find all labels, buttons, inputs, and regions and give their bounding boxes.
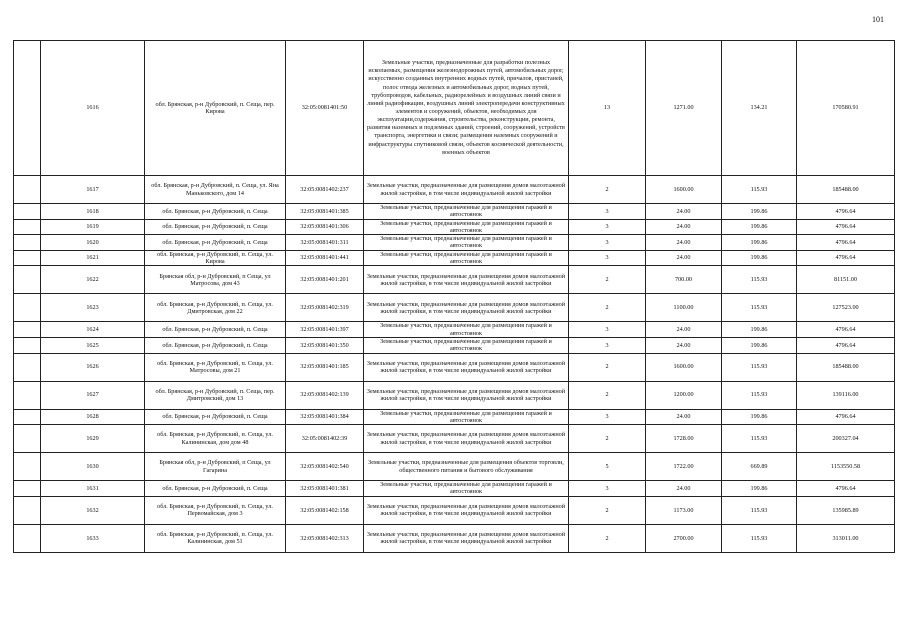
cadastral-value-cell: 135985.89 — [797, 496, 895, 524]
group-cell: 2 — [569, 381, 646, 409]
blank-cell — [14, 481, 41, 497]
land-use-cell: Земельные участки, предназначенные для разработки полезных ископаемых, размещения железнодорожных путей, автомобильных дорог, искусственно созданных внутренних водных путей, причалов, пристаней, полос отвода железных и автомобильных дорог, водных путей, трубопроводов, кабельных, радиорелейных и воздушных линий связи и линий радиофикации, воздушных линий электропередачи конструктивных элементов и сооружений, объектов, необходимых для эксплуатации,содержания, строительства, реконструкции, ремонта, развития наземных и подземных зданий, строений, сооружений, устройств транспорта, энергетики и связи; размещения наземных сооружений и инфраструктуры спутниковой связи, объектов космической деятельности, военных объектов — [364, 41, 569, 176]
land-use-cell: Земельные участки, предназначенные для размещения гаражей и автостоянок — [364, 204, 569, 220]
area-cell: 1200.00 — [646, 381, 722, 409]
row-number-cell: 1621 — [41, 250, 145, 266]
address-cell: обл. Брянская, р-н Дубровский, п. Сеща — [145, 409, 286, 425]
cadastral-value-cell: 4796.64 — [797, 219, 895, 235]
row-number-cell: 1633 — [41, 524, 145, 552]
rate-cell: 199.86 — [722, 481, 797, 497]
group-cell: 2 — [569, 496, 646, 524]
cadastral-number-cell: 32:05:0081402:237 — [286, 176, 364, 204]
row-number-cell: 1626 — [41, 353, 145, 381]
address-cell: обл. Брянская, р-н Дубровский, п. Сеща, ул. Калининская, дом дом 48 — [145, 425, 286, 453]
land-use-cell: Земельные участки, предназначенные для размещения домов малоэтажной жилой застройки, в том числе индивидуальной жилой застройки — [364, 381, 569, 409]
blank-cell — [14, 41, 41, 176]
address-cell: обл. Брянская, р-н Дубровский, п. Сеща, ул. Яна Маньковского, дом 14 — [145, 176, 286, 204]
table-row — [14, 353, 895, 381]
blank-cell — [14, 353, 41, 381]
blank-cell — [14, 204, 41, 220]
row-number-cell: 1624 — [41, 322, 145, 338]
rate-cell: 115.93 — [722, 524, 797, 552]
group-cell: 2 — [569, 353, 646, 381]
cadastral-number-cell: 32:05:0081402:158 — [286, 496, 364, 524]
cadastral-number-cell: 32:05:0081401:397 — [286, 322, 364, 338]
table-row — [14, 496, 895, 524]
group-cell: 3 — [569, 250, 646, 266]
table-row — [14, 425, 895, 453]
cadastral-value-cell: 81151.00 — [797, 266, 895, 294]
land-use-cell: Земельные участки, предназначенные для размещения гаражей и автостоянок — [364, 337, 569, 353]
land-use-cell: Земельные участки, предназначенные для размещения домов малоэтажной жилой застройки, в том числе индивидуальной жилой застройки — [364, 496, 569, 524]
area-cell: 1271.00 — [646, 41, 722, 176]
area-cell: 700.00 — [646, 266, 722, 294]
cadastral-value-cell: 139116.00 — [797, 381, 895, 409]
address-cell: обл. Брянская, р-н Дубровский, п. Сеща — [145, 204, 286, 220]
cadastral-number-cell: 32:05:0081402:319 — [286, 294, 364, 322]
address-cell: обл. Брянская, р-н Дубровский, п. Сеща — [145, 481, 286, 497]
area-cell: 24.00 — [646, 481, 722, 497]
rate-cell: 134.21 — [722, 41, 797, 176]
rate-cell: 115.93 — [722, 496, 797, 524]
address-cell: обл. Брянская, р-н Дубровский, п. Сеща, пер. Дмитровский, дом 13 — [145, 381, 286, 409]
rate-cell: 115.93 — [722, 266, 797, 294]
row-number-cell: 1631 — [41, 481, 145, 497]
blank-cell — [14, 496, 41, 524]
cadastral-number-cell: 32:05:0081401:385 — [286, 204, 364, 220]
rate-cell: 669.89 — [722, 453, 797, 481]
group-cell: 3 — [569, 481, 646, 497]
address-cell: Брянская обл, р-н Дубровский, п Сеща, ул Матросова, дом 43 — [145, 266, 286, 294]
cadastral-value-cell: 185488.00 — [797, 176, 895, 204]
blank-cell — [14, 337, 41, 353]
cadastral-number-cell: 32:05:0081402:313 — [286, 524, 364, 552]
group-cell: 3 — [569, 409, 646, 425]
group-cell: 2 — [569, 266, 646, 294]
cadastral-value-cell: 4796.64 — [797, 250, 895, 266]
cadastral-table — [13, 40, 895, 553]
land-use-cell: Земельные участки, предназначенные для размещения домов малоэтажной жилой застройки, в том числе индивидуальной жилой застройки — [364, 353, 569, 381]
group-cell: 2 — [569, 425, 646, 453]
land-use-cell: Земельные участки, предназначенные для размещения домов малоэтажной жилой застройки, в том числе индивидуальной жилой застройки — [364, 176, 569, 204]
address-cell: обл. Брянская, р-н Дубровский, п. Сеща, ул. Первомайская, дом 3 — [145, 496, 286, 524]
row-number-cell: 1618 — [41, 204, 145, 220]
rate-cell: 199.86 — [722, 219, 797, 235]
area-cell: 1100.00 — [646, 294, 722, 322]
land-use-cell: Земельные участки, предназначенные для размещения гаражей и автостоянок — [364, 481, 569, 497]
cadastral-value-cell: 185488.00 — [797, 353, 895, 381]
cadastral-value-cell: 4796.64 — [797, 409, 895, 425]
land-use-cell: Земельные участки, предназначенные для размещения домов малоэтажной жилой застройки, в том числе индивидуальной жилой застройки — [364, 266, 569, 294]
blank-cell — [14, 322, 41, 338]
cadastral-number-cell: 32:05:0081401:50 — [286, 41, 364, 176]
cadastral-number-cell: 32:05:0081401:384 — [286, 409, 364, 425]
address-cell: обл. Брянская, р-н Дубровский, п. Сеща, ул. Кирова — [145, 250, 286, 266]
table-row — [14, 219, 895, 235]
land-use-cell: Земельные участки, предназначенные для размещения гаражей и автостоянок — [364, 250, 569, 266]
table-row — [14, 235, 895, 251]
group-cell: 2 — [569, 294, 646, 322]
table-row — [14, 481, 895, 497]
blank-cell — [14, 381, 41, 409]
row-number-cell: 1619 — [41, 219, 145, 235]
table-row — [14, 524, 895, 552]
row-number-cell: 1629 — [41, 425, 145, 453]
table-row — [14, 294, 895, 322]
area-cell: 24.00 — [646, 219, 722, 235]
area-cell: 1728.00 — [646, 425, 722, 453]
row-number-cell: 1623 — [41, 294, 145, 322]
group-cell: 3 — [569, 322, 646, 338]
blank-cell — [14, 176, 41, 204]
rate-cell: 199.86 — [722, 204, 797, 220]
group-cell: 13 — [569, 41, 646, 176]
table-row — [14, 204, 895, 220]
group-cell: 3 — [569, 235, 646, 251]
table-body — [14, 41, 895, 553]
row-number-cell: 1627 — [41, 381, 145, 409]
table-row — [14, 250, 895, 266]
area-cell: 24.00 — [646, 250, 722, 266]
group-cell: 2 — [569, 176, 646, 204]
cadastral-value-cell: 127523.00 — [797, 294, 895, 322]
address-cell: Брянская обл, р-н Дубровский, п Сеща, ул Гагарина — [145, 453, 286, 481]
address-cell: обл. Брянская, р-н Дубровский, п. Сеща, ул. Матросовы, дом 21 — [145, 353, 286, 381]
rate-cell: 115.93 — [722, 425, 797, 453]
cadastral-number-cell: 32:05:0081401:441 — [286, 250, 364, 266]
row-number-cell: 1617 — [41, 176, 145, 204]
area-cell: 24.00 — [646, 235, 722, 251]
table-row — [14, 322, 895, 338]
blank-cell — [14, 294, 41, 322]
land-use-cell: Земельные участки, предназначенные для размещения домов малоэтажной жилой застройки, в том числе индивидуальной жилой застройки — [364, 425, 569, 453]
row-number-cell: 1632 — [41, 496, 145, 524]
row-number-cell: 1622 — [41, 266, 145, 294]
address-cell: обл. Брянская, р-н Дубровский, п. Сеща — [145, 235, 286, 251]
address-cell: обл. Брянская, р-н Дубровский, п. Сеща — [145, 219, 286, 235]
cadastral-number-cell: 32:05:0081401:201 — [286, 266, 364, 294]
row-number-cell: 1625 — [41, 337, 145, 353]
blank-cell — [14, 524, 41, 552]
area-cell: 2700.00 — [646, 524, 722, 552]
address-cell: обл. Брянская, р-н Дубровский, п. Сеща — [145, 337, 286, 353]
address-cell: обл. Брянская, р-н Дубровский, п. Сеща, ул. Калининская, дом 51 — [145, 524, 286, 552]
rate-cell: 199.86 — [722, 250, 797, 266]
rate-cell: 115.93 — [722, 381, 797, 409]
land-use-cell: Земельные участки, предназначенные для размещения объектов торговли, общественного питания и бытового обслуживания — [364, 453, 569, 481]
land-use-cell: Земельные участки, предназначенные для размещения гаражей и автостоянок — [364, 235, 569, 251]
cadastral-value-cell: 4796.64 — [797, 481, 895, 497]
cadastral-number-cell: 32:05:0081401:306 — [286, 219, 364, 235]
table-row — [14, 409, 895, 425]
cadastral-number-cell: 32:05:0081402:139 — [286, 381, 364, 409]
address-cell: обл. Брянская, р-н Дубровский, п. Сеща, пер. Кирова — [145, 41, 286, 176]
cadastral-value-cell: 4796.64 — [797, 322, 895, 338]
land-use-cell: Земельные участки, предназначенные для размещения гаражей и автостоянок — [364, 219, 569, 235]
area-cell: 24.00 — [646, 337, 722, 353]
blank-cell — [14, 266, 41, 294]
table-row — [14, 266, 895, 294]
row-number-cell: 1628 — [41, 409, 145, 425]
rate-cell: 199.86 — [722, 409, 797, 425]
rate-cell: 115.93 — [722, 176, 797, 204]
blank-cell — [14, 250, 41, 266]
area-cell: 1600.00 — [646, 176, 722, 204]
cadastral-value-cell: 200327.04 — [797, 425, 895, 453]
group-cell: 3 — [569, 337, 646, 353]
rate-cell: 199.86 — [722, 235, 797, 251]
rate-cell: 199.86 — [722, 322, 797, 338]
page-number: 101 — [872, 15, 884, 24]
land-use-cell: Земельные участки, предназначенные для размещения домов малоэтажной жилой застройки, в том числе индивидуальной жилой застройки — [364, 524, 569, 552]
group-cell: 5 — [569, 453, 646, 481]
cadastral-number-cell: 32:05:0081401:350 — [286, 337, 364, 353]
land-use-cell: Земельные участки, предназначенные для размещения домов малоэтажной жилой застройки, в том числе индивидуальной жилой застройки — [364, 294, 569, 322]
cadastral-number-cell: 32:05:0081401:311 — [286, 235, 364, 251]
cadastral-value-cell: 1153550.58 — [797, 453, 895, 481]
row-number-cell: 1620 — [41, 235, 145, 251]
cadastral-value-cell: 170580.91 — [797, 41, 895, 176]
area-cell: 24.00 — [646, 204, 722, 220]
group-cell: 2 — [569, 524, 646, 552]
land-use-cell: Земельные участки, предназначенные для размещения гаражей и автостоянок — [364, 322, 569, 338]
land-use-cell: Земельные участки, предназначенные для размещения гаражей и автостоянок — [364, 409, 569, 425]
row-number-cell: 1616 — [41, 41, 145, 176]
group-cell: 3 — [569, 219, 646, 235]
blank-cell — [14, 453, 41, 481]
area-cell: 1173.00 — [646, 496, 722, 524]
cadastral-number-cell: 32:05:0081402:540 — [286, 453, 364, 481]
table-row — [14, 337, 895, 353]
cadastral-number-cell: 32:05:0081401:185 — [286, 353, 364, 381]
area-cell: 24.00 — [646, 409, 722, 425]
area-cell: 1722.00 — [646, 453, 722, 481]
cadastral-value-cell: 4796.64 — [797, 204, 895, 220]
area-cell: 24.00 — [646, 322, 722, 338]
table-row — [14, 176, 895, 204]
rate-cell: 115.93 — [722, 294, 797, 322]
table-row — [14, 381, 895, 409]
area-cell: 1600.00 — [646, 353, 722, 381]
rate-cell: 199.86 — [722, 337, 797, 353]
group-cell: 3 — [569, 204, 646, 220]
address-cell: обл. Брянская, р-н Дубровский, п. Сеща, ул. Дмитровская, дом 22 — [145, 294, 286, 322]
cadastral-number-cell: 32:05:0081402:39 — [286, 425, 364, 453]
cadastral-number-cell: 32:05:0081401:381 — [286, 481, 364, 497]
cadastral-value-cell: 4796.64 — [797, 337, 895, 353]
cadastral-value-cell: 4796.64 — [797, 235, 895, 251]
blank-cell — [14, 409, 41, 425]
address-cell: обл. Брянская, р-н Дубровский, п. Сеща — [145, 322, 286, 338]
table-row — [14, 41, 895, 176]
table-row — [14, 453, 895, 481]
cadastral-value-cell: 313011.00 — [797, 524, 895, 552]
blank-cell — [14, 235, 41, 251]
blank-cell — [14, 425, 41, 453]
blank-cell — [14, 219, 41, 235]
row-number-cell: 1630 — [41, 453, 145, 481]
rate-cell: 115.93 — [722, 353, 797, 381]
